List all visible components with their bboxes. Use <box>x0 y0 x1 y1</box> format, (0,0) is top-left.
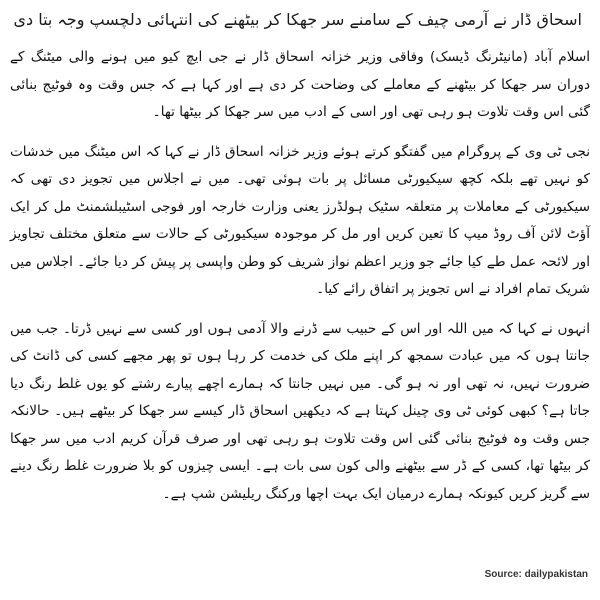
article-title: اسحاق ڈار نے آرمی چیف کے سامنے سر جھکا کر بیٹھنے کی انتہائی دلچسپ وجہ بتا دی <box>13 10 582 29</box>
article-paragraph-2 <box>10 139 590 304</box>
source-credit: Source: dailypakistan <box>484 569 588 580</box>
paragraph-text: اسلام آباد (مانیٹرنگ ڈیسک) وفاقی وزیر خزانہ اسحاق ڈار نے جی ایچ کیو میں ہونے والی میٹنگ کے دوران سر جھکا کر بیٹھنے کے معاملے کی وضاحت کر دی ہے اور کہا ہے کہ جس وقت وہ فوٹیج بنائی گئی اس وقت تلاوت ہو رہی تھی اور اسی کے ادب میں سر جھکا کر بیٹھا تھا۔ <box>10 49 590 120</box>
article-paragraph-3 <box>10 316 590 509</box>
article-paragraph-1 <box>10 44 590 127</box>
paragraph-text: انہوں نے کہا کہ میں اللہ اور اس کے حبیب سے ڈرنے والا آدمی ہوں اور کسی سے نہیں ڈرتا۔ جب میں جانتا ہوں کہ میں عبادت سمجھ کر اپنے ملک کی خدمت کر رہا ہوں تو پھر مجھے کسی کی ڈانٹ کی ضرورت نہیں، نہ تھی اور نہ ہو گی۔ میں نہیں جانتا کہ ہمارے اچھے پیارے رشتے کو یوں غلط رنگ دیا جاتا ہے؟ کبھی کوئی ٹی وی چینل کہتا ہے کہ دیکھیں اسحاق ڈار کیسے سر جھکا کر بیٹھے ہیں۔ حالانکہ جس وقت وہ فوٹیج بنائی گئی اس وقت تلاوت ہو رہی تھی اور صرف قرآن کریم ادب میں سر جھکا کر بیٹھا تھا، کسی کے ڈر سے بیٹھنے والی کون سی بات ہے۔ ایسی چیزوں کو بلا ضرورت غلط رنگ دینے سے گریز کریں کیونکہ ہمارے درمیان ایک بہت اچھا ورکنگ ریلیشن شپ ہے۔ <box>10 320 590 502</box>
paragraph-text: نجی ٹی وی کے پروگرام میں گفتگو کرتے ہوئے وزیر خزانہ اسحاق ڈار نے کہا کہ اس میٹنگ میں خدشات کو نہیں تھے بلکہ کچھ سیکیورٹی مسائل پر بات ہوئی تھی۔ میں نے اجلاس میں تجویز دی تھی کہ سیکیورٹی کے معاملات پر متعلقہ سٹیک ہولڈرز یعنی وزارت خارجہ اور فوجی اسٹیبلشمنٹ مل کر ایک آؤٹ لائن آف روڈ میپ کا تعین کریں اور مل کر موجودہ سیکیورٹی کے حالات سے متعلق مختلف تجاویز اور لائحہ عمل طے کیا جائے جو وزیر اعظم نواز شریف کو وطن واپسی پر پیش کر دیا جائے۔ اجلاس میں شریک تمام افراد نے اس تجویز پر اتفاق رائے کیا۔ <box>10 143 590 297</box>
